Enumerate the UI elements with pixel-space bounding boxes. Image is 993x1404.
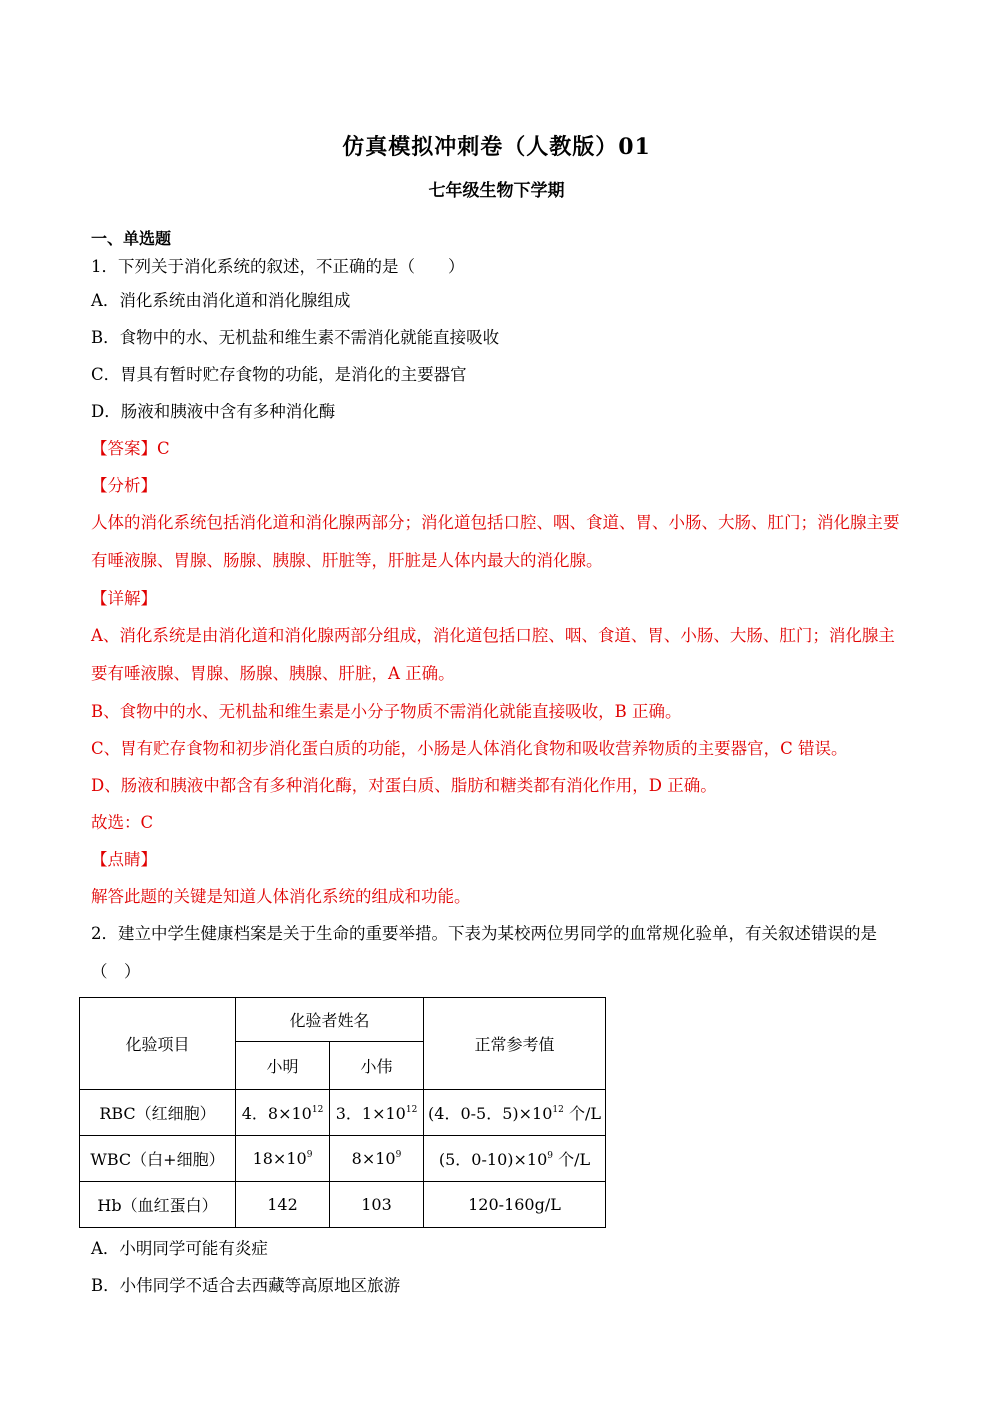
exam-content [91, 226, 901, 1304]
page-subtitle: 七年级生物下学期 [428, 181, 565, 201]
detail-d: D、肠液和胰液中都含有多种消化酶，对蛋白质、脂肪和糖类都有消化作用，D 正确。 [91, 776, 717, 795]
detail-a: A、消化系统是由消化道和消化腺两部分组成，消化道包括口腔、咽、食道、胃、小肠、大肠、肛门；消化腺主要有唾液腺、胃腺、肠腺、胰腺、肝脏，A 正确。 [91, 626, 895, 683]
detail-b: B、食物中的水、无机盐和维生素是小分子物质不需消化就能直接吸收，B 正确。 [91, 702, 682, 721]
row-reference: 120-160g/L [424, 1182, 606, 1228]
analysis-label: 【分析】 [91, 476, 157, 495]
blood-test-table [79, 997, 606, 1228]
question-1-option-b: B．食物中的水、无机盐和维生素不需消化就能直接吸收 [91, 328, 500, 347]
choice-text: 故选：C [91, 813, 154, 832]
analysis-text: 人体的消化系统包括消化道和消化腺两部分；消化道包括口腔、咽、食道、胃、小肠、大肠、肛门；消化腺主要有唾液腺、胃腺、肠腺、胰腺、肝脏等，肝脏是人体内最大的消化腺。 [91, 513, 900, 570]
header-reference: 正常参考值 [424, 998, 606, 1090]
row-xiaowei-value: 3．$1\times 10^{12}$ [330, 1090, 424, 1136]
question-2-option-a: A．小明同学可能有炎症 [91, 1239, 268, 1258]
table-row [80, 1090, 606, 1136]
row-item: WBC（白+细胞） [80, 1136, 236, 1182]
question-2-stem: 2．建立中学生健康档案是关于生命的重要举措。下表为某校两位男同学的血常规化验单，有关叙述错误的是（ ） [91, 924, 877, 981]
question-2-option-b: B．小伟同学不适合去西藏等高原地区旅游 [91, 1276, 401, 1295]
question-1-option-c: C．胃具有暂时贮存食物的功能，是消化的主要器官 [91, 365, 467, 384]
table-row [80, 1136, 606, 1182]
header-name: 化验者姓名 [236, 998, 424, 1042]
question-1-option-d: D．肠液和胰液中含有多种消化酶 [91, 402, 336, 421]
detail-label: 【详解】 [91, 589, 157, 608]
row-item: Hb（血红蛋白） [80, 1182, 236, 1228]
header-xiaowei: 小伟 [330, 1042, 424, 1090]
question-1-stem: 1．下列关于消化系统的叙述，不正确的是（ ） [91, 257, 465, 276]
row-xiaowei-value: $8\times 10^9$ [330, 1136, 424, 1182]
section-heading: 一、单选题 [91, 229, 172, 248]
header-item: 化验项目 [80, 998, 236, 1090]
detail-c: C、胃有贮存食物和初步消化蛋白质的功能，小肠是人体消化食物和吸收营养物质的主要器官，C 错误。 [91, 739, 848, 758]
row-reference: (5．$0-10)\times 10^9$ 个/L [424, 1136, 606, 1182]
row-reference: (4．0-5．$5)\times 10^{12}$ 个/L [424, 1090, 606, 1136]
row-xiaoming-value: $18\times 10^9$ [236, 1136, 330, 1182]
table-row [80, 1182, 606, 1228]
question-1-option-a: A．消化系统由消化道和消化腺组成 [91, 291, 351, 310]
row-item: RBC（红细胞） [80, 1090, 236, 1136]
header-xiaoming: 小明 [236, 1042, 330, 1090]
page-title: 仿真模拟冲刺卷（人教版）01 [342, 134, 651, 160]
row-xiaowei-value: 103 [330, 1182, 424, 1228]
answer-label: 【答案】C [91, 439, 170, 458]
point-text: 解答此题的关键是知道人体消化系统的组成和功能。 [91, 887, 471, 906]
point-label: 【点睛】 [91, 850, 157, 869]
row-xiaoming-value: 4．$8\times 10^{12}$ [236, 1090, 330, 1136]
row-xiaoming-value: 142 [236, 1182, 330, 1228]
